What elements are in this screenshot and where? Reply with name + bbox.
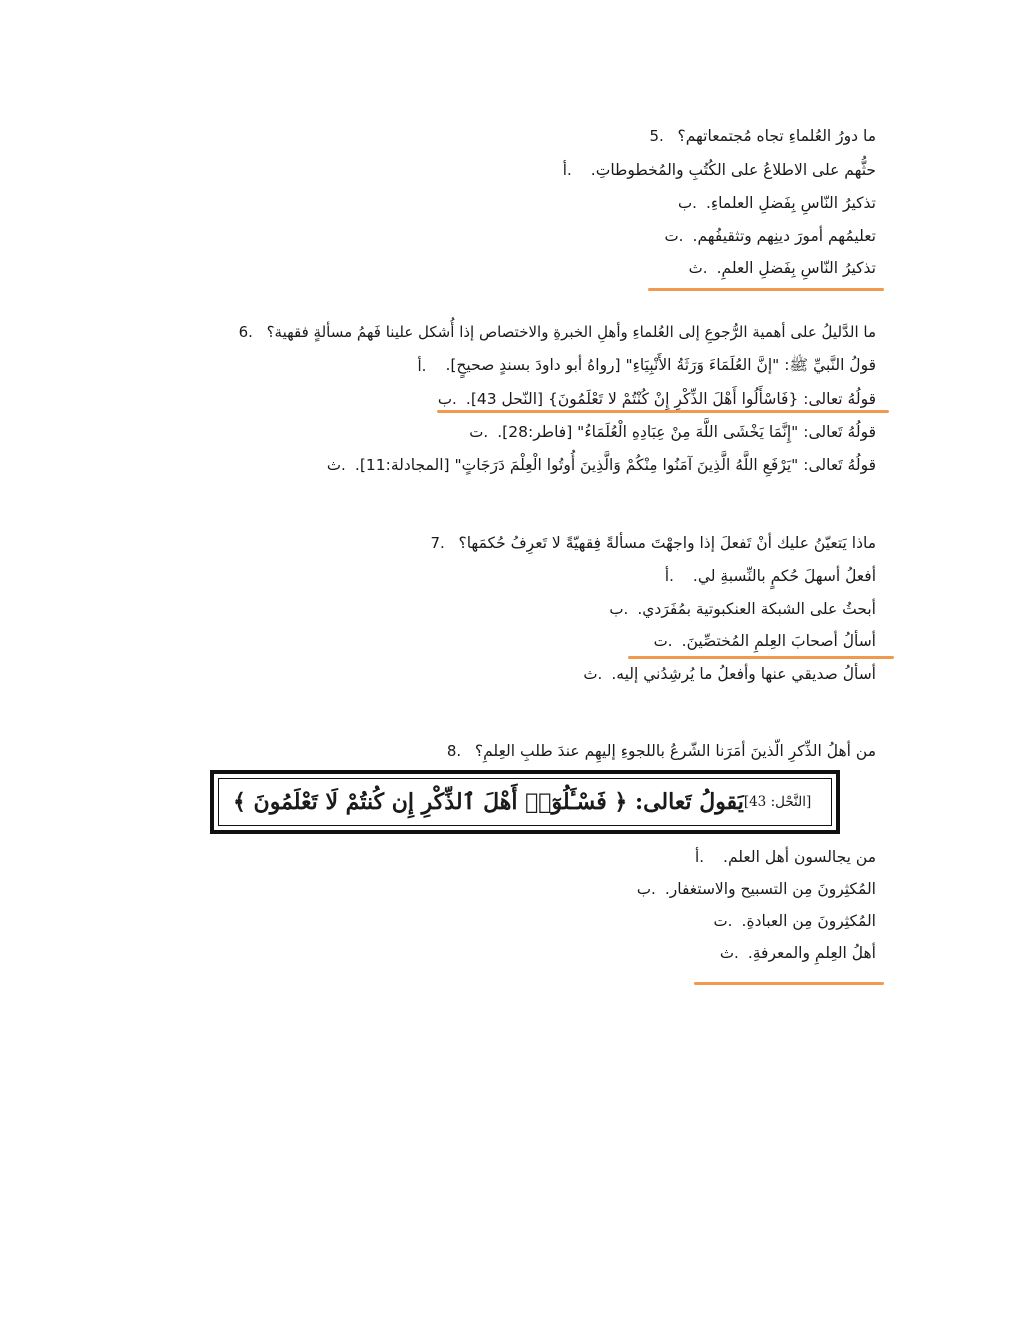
option-letter: أ. bbox=[695, 848, 704, 866]
verse-frame bbox=[210, 770, 840, 834]
q5-option-a[interactable] bbox=[563, 155, 876, 185]
option-text: أبحثُ على الشبكة العنكبوتية بمُفَرَدي. bbox=[637, 600, 876, 618]
q6-option-a[interactable] bbox=[417, 351, 876, 381]
q6-option-d[interactable] bbox=[327, 450, 876, 480]
question-5 bbox=[649, 121, 876, 151]
question-number: 6. bbox=[238, 323, 253, 341]
q8-option-d[interactable] bbox=[720, 938, 876, 968]
option-letter: أ. bbox=[417, 357, 427, 375]
question-text: ما دورُ العُلماءِ تجاه مُجتمعاتهم؟ bbox=[677, 127, 876, 145]
question-6 bbox=[239, 317, 876, 347]
option-letter: أ. bbox=[562, 161, 572, 179]
question-7 bbox=[430, 528, 876, 558]
answer-underline bbox=[437, 410, 889, 413]
q5-option-b[interactable] bbox=[678, 188, 876, 218]
question-text: من أهلُ الذِّكرِ الّذينَ أمَرَنا الشّرعُ باللجوءِ إليهِم عندَ طلبِ العِلمِ؟ bbox=[474, 742, 876, 760]
option-letter: ت. bbox=[664, 227, 684, 245]
question-8 bbox=[447, 736, 876, 766]
q7-option-a[interactable] bbox=[665, 561, 876, 591]
option-letter: ت. bbox=[469, 423, 489, 441]
q8-option-b[interactable] bbox=[637, 874, 876, 904]
quran-verse: يَقولُ تَعالى: ﴿ فَسْـَٔلُوٓا۟ أَهْلَ ٱلذِّكْرِ إِن كُنتُمْ لَا تَعْلَمُونَ ﴾ bbox=[233, 789, 744, 815]
option-text: قولُهُ تَعالى: "إِنَّمَا يَخْشَى اللَّهَ مِنْ عِبَادِهِ الْعُلَمَاءُ" [فاطر:28]. bbox=[497, 423, 876, 441]
option-text: قولُهُ تَعالى: "يَرْفَعِ اللَّهُ الَّذِينَ آمَنُوا مِنْكُمْ وَالَّذِينَ أُوتُوا الْعِلْمَ دَرَجَاتٍ" [المجادلة:11]. bbox=[354, 456, 876, 474]
option-text: تذكيرُ النّاسِ بِفَضلِ العلماءِ. bbox=[705, 194, 876, 212]
q8-option-a[interactable] bbox=[695, 842, 876, 872]
question-number: 5. bbox=[649, 127, 664, 145]
option-letter: ث. bbox=[326, 456, 346, 474]
option-letter: ث. bbox=[583, 665, 603, 683]
option-letter: ت. bbox=[713, 912, 733, 930]
question-text: ماذا يَتعيّنُ عليك أنْ تَفعلَ إذا واجهْتَ مسألةً فِقهيّةً لا تَعرِفُ حُكمَها؟ bbox=[458, 534, 876, 552]
q7-option-c[interactable] bbox=[654, 626, 876, 656]
q6-option-c[interactable] bbox=[469, 417, 876, 447]
question-number: 8. bbox=[446, 742, 462, 760]
option-text: قولُ النَّبيِّ ﷺ: "إنَّ العُلَمَاءَ وَرَثَةُ الأَنْبِيَاءِ" [رواهُ أبو داودَ بسندٍ صحيحٍ]. bbox=[445, 355, 876, 374]
option-text: أهلُ العِلمِ والمعرفةِ. bbox=[747, 944, 876, 962]
question-text: ما الدَّليلُ على أهمية الرُّجوعِ إلى العُلماءِ وأهلِ الخبرةِ والاختصاص إذا أُشكل علينا فَهمُ مسألةٍ فقهية؟ bbox=[266, 323, 876, 341]
option-letter: ت. bbox=[653, 632, 673, 650]
option-text: أسألُ صديقي عنها وأفعلُ ما يُرشِدُني إليه. bbox=[611, 665, 876, 683]
option-text: أفعلُ أسهلَ حُكمٍ بالنِّسبةِ لي. bbox=[692, 567, 876, 585]
option-letter: ب. bbox=[636, 880, 656, 898]
option-text: تذكيرُ النّاسِ بِفَضلِ العلمِ. bbox=[716, 259, 876, 277]
option-text: المُكثِرونَ مِن التسبيح والاستغفار. bbox=[664, 880, 876, 898]
option-letter: ب. bbox=[437, 390, 457, 408]
option-letter: ب. bbox=[609, 600, 629, 618]
answer-underline bbox=[694, 982, 884, 985]
q5-option-d[interactable] bbox=[689, 253, 876, 283]
verse-inner-frame bbox=[218, 778, 832, 826]
option-text: قولُهُ تعالى: {فَاسْأَلُوا أَهْلَ الذِّكْرِ إِنْ كُنْتُمْ لا تَعْلَمُونَ} [النّحل 43]. bbox=[465, 390, 876, 408]
option-text: حثُّهم على الاطلاعُ على الكُتُبِ والمُخطوطاتِ. bbox=[590, 161, 876, 179]
question-number: 7. bbox=[430, 534, 445, 552]
answer-underline bbox=[648, 288, 884, 291]
option-letter: ث. bbox=[719, 944, 739, 962]
option-letter: ب. bbox=[677, 194, 697, 212]
q7-option-b[interactable] bbox=[609, 594, 876, 624]
option-text: من يجالسون أهل العلم. bbox=[723, 848, 876, 866]
q7-option-d[interactable] bbox=[583, 659, 876, 689]
verse-reference: [النَّحْل: 43] bbox=[743, 794, 812, 810]
q8-option-c[interactable] bbox=[714, 906, 876, 936]
option-letter: أ. bbox=[664, 567, 674, 585]
option-text: المُكثِرونَ مِن العبادةِ. bbox=[741, 912, 876, 930]
option-letter: ث. bbox=[688, 259, 708, 277]
q5-option-c[interactable] bbox=[665, 221, 876, 251]
option-text: أسألُ أصحابَ العِلمِ المُختصِّينَ. bbox=[681, 632, 876, 650]
option-text: تعليمُهم أمورَ دينِهم وتثقيفُهم. bbox=[692, 227, 876, 245]
